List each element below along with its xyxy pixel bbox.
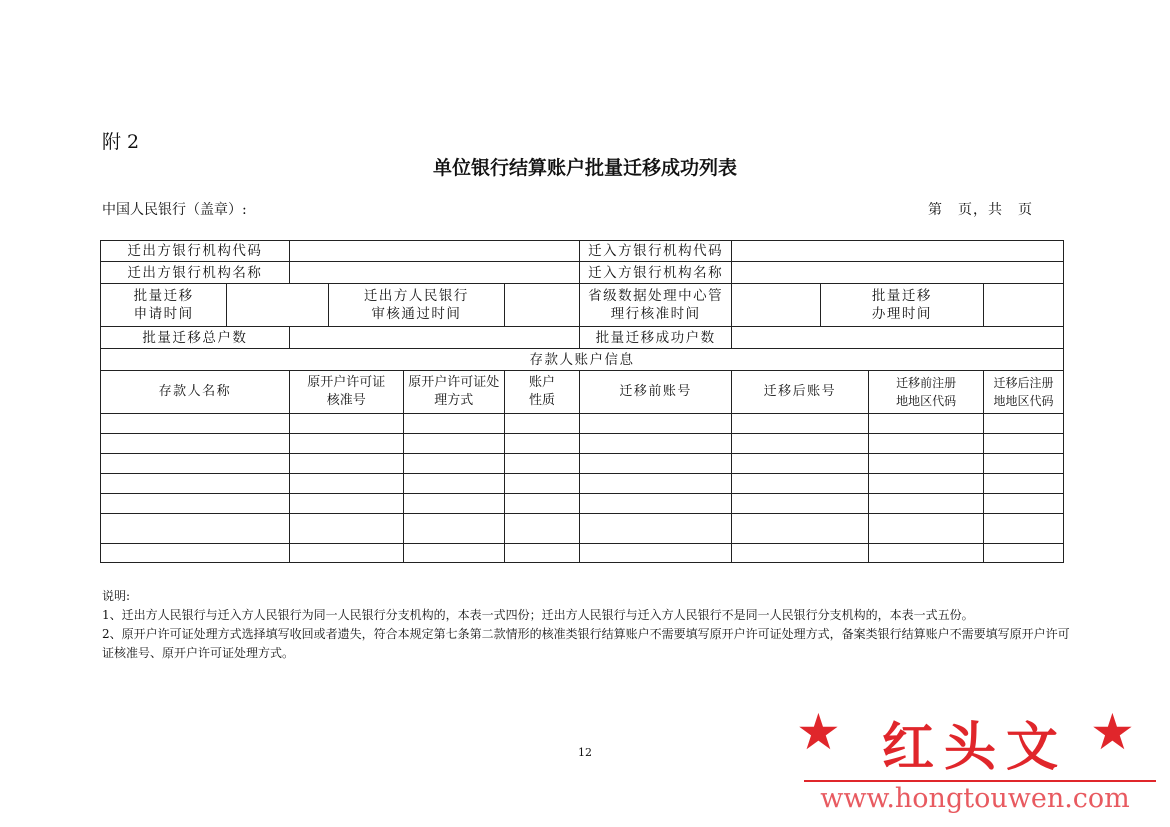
- out-bank-code-label: 迁出方银行机构代码: [101, 241, 290, 262]
- apply-time-field[interactable]: [227, 284, 329, 327]
- out-bank-name-label: 迁出方银行机构名称: [101, 262, 290, 284]
- pboc-approval-time-label: 迁出方人民银行 审核通过时间: [329, 284, 505, 327]
- document-title: 单位银行结算账户批量迁移成功列表: [432, 157, 737, 179]
- table-row: [101, 414, 1064, 434]
- provincial-approval-time-field[interactable]: [731, 284, 820, 327]
- attachment-label: 附 2: [102, 131, 140, 153]
- table-row: [101, 454, 1064, 474]
- total-accounts-field[interactable]: [289, 327, 580, 349]
- watermark-url: www.hongtouwen.com: [820, 783, 1130, 814]
- table-header-row: [101, 371, 1064, 414]
- success-accounts-field[interactable]: [731, 327, 1063, 349]
- watermark-divider: [804, 780, 1156, 782]
- handle-time-field[interactable]: [984, 284, 1064, 327]
- col-license-handling: 原开户许可证处 理方式: [403, 371, 504, 414]
- handle-time-label: 批量迁移 办理时间: [820, 284, 984, 327]
- in-bank-name-field[interactable]: [731, 262, 1063, 284]
- pboc-approval-time-field[interactable]: [504, 284, 580, 327]
- watermark-logo: [790, 703, 1160, 821]
- col-depositor-name: 存款人名称: [101, 371, 290, 414]
- in-bank-code-label: 迁入方银行机构代码: [580, 241, 731, 262]
- form-row-counts: [101, 327, 1064, 349]
- out-bank-code-field[interactable]: [289, 241, 580, 262]
- watermark-star-right-icon: ★: [1090, 703, 1135, 761]
- form-row-code: [101, 241, 1064, 262]
- col-region-after: 迁移后注册 地地区代码: [984, 371, 1064, 414]
- col-account-type: 账户 性质: [504, 371, 580, 414]
- in-bank-name-label: 迁入方银行机构名称: [580, 262, 731, 284]
- col-region-before: 迁移前注册 地地区代码: [869, 371, 984, 414]
- watermark-text: 红头文: [882, 717, 1069, 778]
- col-license-number: 原开户许可证 核准号: [289, 371, 403, 414]
- table-row: [101, 494, 1064, 514]
- total-accounts-label: 批量迁移总户数: [101, 327, 290, 349]
- success-accounts-label: 批量迁移成功户数: [580, 327, 731, 349]
- table-row: [101, 474, 1064, 494]
- page-number: 12: [578, 746, 592, 759]
- notes-item-1: 1、迁出方人民银行与迁入方人民银行为同一人民银行分支机构的，本表一式四份；迁出方人民银行与迁入方人民银行不是同一人民银行分支机构的，本表一式五份。: [102, 608, 974, 622]
- notes-section: [102, 587, 1077, 663]
- page-info: 第 页，共 页: [928, 202, 1033, 218]
- col-account-after: 迁移后账号: [731, 371, 868, 414]
- notes-item-2: 2、原开户许可证处理方式选择填写收回或者遗失，符合本规定第七条第二款情形的核准类银行结算账户不需要填写原开户许可证处理方式，备案类银行结算账户不需要填写原开户许可证核准号、原开户许可证处理方式。: [102, 627, 1070, 660]
- watermark-star-left-icon: ★: [796, 703, 841, 761]
- col-account-before: 迁移前账号: [580, 371, 731, 414]
- apply-time-label: 批量迁移 申请时间: [101, 284, 227, 327]
- provincial-approval-time-label: 省级数据处理中心管 理行核准时间: [580, 284, 731, 327]
- table-row: [101, 434, 1064, 454]
- form-row-section: [101, 349, 1064, 371]
- bank-seal-label: 中国人民银行（盖章）:: [102, 202, 247, 218]
- table-row: [101, 544, 1064, 563]
- out-bank-name-field[interactable]: [289, 262, 580, 284]
- migration-form-table: [100, 240, 1064, 563]
- form-row-times: [101, 284, 1064, 327]
- depositor-info-heading: 存款人账户信息: [101, 349, 1064, 371]
- form-row-name: [101, 262, 1064, 284]
- table-row: [101, 514, 1064, 544]
- notes-heading: 说明:: [102, 589, 131, 603]
- in-bank-code-field[interactable]: [731, 241, 1063, 262]
